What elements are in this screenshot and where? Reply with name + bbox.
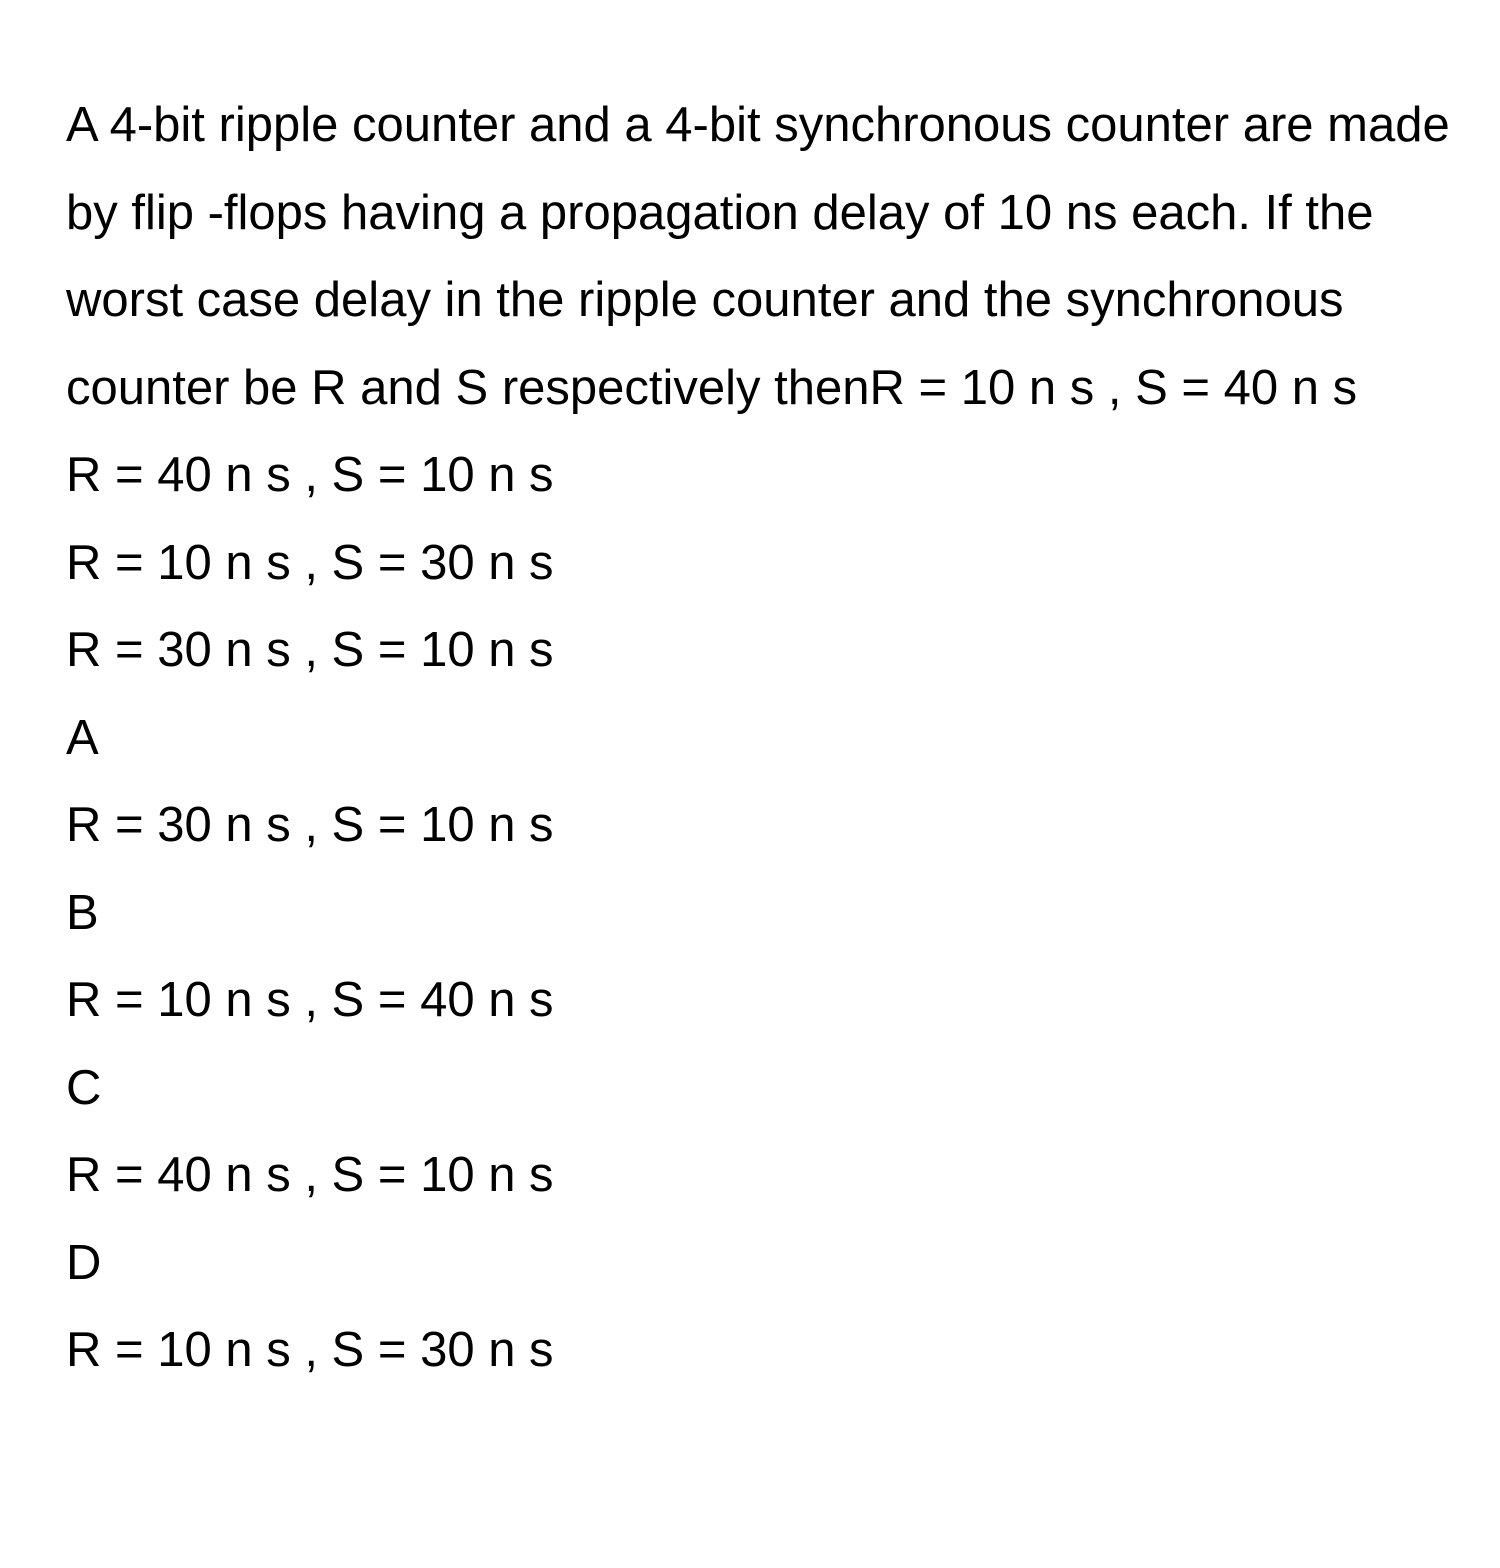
inline-option: R = 30 n s , S = 10 n s bbox=[66, 623, 554, 677]
choice-letter-a: A bbox=[66, 710, 99, 765]
choice-text-a: R = 30 n s , S = 10 n s bbox=[66, 798, 554, 852]
choice-letter-b: B bbox=[66, 885, 99, 940]
choice-letter-c: C bbox=[66, 1060, 102, 1115]
document-body bbox=[66, 82, 1456, 1395]
choice-letter-d: D bbox=[66, 1235, 102, 1290]
choice-text-b: R = 10 n s , S = 40 n s bbox=[66, 973, 554, 1027]
choice-text-d: R = 10 n s , S = 30 n s bbox=[66, 1323, 554, 1377]
choice-text-c: R = 40 n s , S = 10 n s bbox=[66, 1148, 554, 1202]
inline-option: R = 10 n s , S = 30 n s bbox=[66, 535, 554, 590]
inline-option: R = 40 n s , S = 10 n s bbox=[66, 448, 554, 502]
question-text: A 4-bit ripple counter and a 4-bit synchronous counter are made by flip -flops having a propagation delay of 10 ns each. If the worst case delay in the ripple counter and the synchronous counter be R and S respectively thenR = 10 n s , S = 40 n s bbox=[66, 98, 1450, 415]
